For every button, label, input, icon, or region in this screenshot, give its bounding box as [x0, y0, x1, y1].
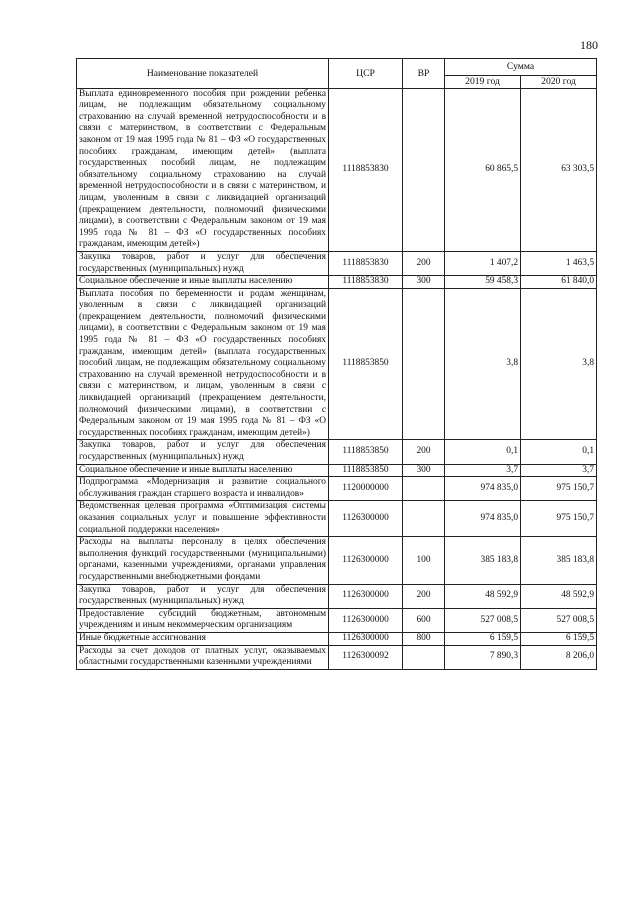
- table-row: [77, 537, 597, 584]
- row-csr-cell: 1120000000: [329, 477, 403, 501]
- row-csr-cell: 1126300000: [329, 608, 403, 632]
- table-row: [77, 501, 597, 537]
- header-year-2019: 2019 год: [445, 76, 521, 89]
- row-csr-cell: 1118853830: [329, 88, 403, 251]
- row-amount-2019-cell: 0,1: [445, 440, 521, 464]
- row-vr-cell: [403, 477, 445, 501]
- header-sum: Сумма: [445, 59, 597, 76]
- table-row: [77, 632, 597, 645]
- table-header: [77, 59, 597, 89]
- row-amount-2020-cell: 1 463,5: [521, 251, 597, 275]
- row-name-cell: Расходы на выплаты персоналу в целях обеспечения выполнения функций государственными (муниципальными) органами, казенными учреждениями, органами управления государственными внебюджетными фондами: [77, 537, 329, 584]
- table-row: [77, 88, 597, 251]
- row-amount-2020-cell: 527 008,5: [521, 608, 597, 632]
- row-amount-2019-cell: 974 835,0: [445, 477, 521, 501]
- budget-table: [76, 58, 597, 670]
- row-vr-cell: [403, 288, 445, 440]
- row-amount-2020-cell: 63 303,5: [521, 88, 597, 251]
- row-vr-cell: [403, 645, 445, 669]
- row-name-cell: Закупка товаров, работ и услуг для обеспечения государственных (муниципальных) нужд: [77, 584, 329, 608]
- row-name-cell: Выплата единовременного пособия при рождении ребенка лицам, не подлежащим обязательному социальному страхованию на случай временной нетрудоспособности и в связи с материнством, в соответствии с Федеральным законом от 19 мая 1995 года № 81 – ФЗ «О государственных пособиях гражданам, имеющим детей» (выплата государственных пособий лицам, не подлежащим обязательному социальному страхованию на случай временной нетрудоспособности и в связи с материнством, и лицам, уволенным в связи с ликвидацией организаций (прекращением деятельности, полномочий физическими лицами), в соответствии с Федеральным законом от 19 мая 1995 года № 81 – ФЗ «О государственных пособиях гражданам, имеющим детей»): [77, 88, 329, 251]
- row-csr-cell: 1118853830: [329, 251, 403, 275]
- row-csr-cell: 1126300000: [329, 584, 403, 608]
- row-vr-cell: [403, 501, 445, 537]
- row-csr-cell: 1126300000: [329, 537, 403, 584]
- row-name-cell: Социальное обеспечение и иные выплаты населению: [77, 276, 329, 289]
- row-amount-2019-cell: 3,8: [445, 288, 521, 440]
- row-amount-2020-cell: 61 840,0: [521, 276, 597, 289]
- row-name-cell: Иные бюджетные ассигнования: [77, 632, 329, 645]
- row-name-cell: Выплата пособия по беременности и родам женщинам, уволенным в связи с ликвидацией организаций (прекращением деятельности, полномочий физическими лицами), в соответствии с Федеральным законом от 19 мая 1995 года № 81 – ФЗ «О государственных пособиях гражданам, имеющим детей» (выплата государственных пособий лицам, не подлежащим обязательному социальному страхованию на случай временной нетрудоспособности и в связи с материнством, и лицам, уволенным в связи с ликвидацией организаций (прекращением деятельности, полномочий физическими лицами), в соответствии с Федеральным законом от 19 мая 1995 года № 81 – ФЗ «О государственных пособиях гражданам, имеющим детей»): [77, 288, 329, 440]
- row-amount-2019-cell: 1 407,2: [445, 251, 521, 275]
- table-row: [77, 251, 597, 275]
- table-row: [77, 440, 597, 464]
- row-csr-cell: 1126300000: [329, 501, 403, 537]
- row-amount-2019-cell: 6 159,5: [445, 632, 521, 645]
- header-csr: ЦСР: [329, 59, 403, 89]
- row-name-cell: Закупка товаров, работ и услуг для обеспечения государственных (муниципальных) нужд: [77, 440, 329, 464]
- row-amount-2020-cell: 3,7: [521, 464, 597, 477]
- row-vr-cell: [403, 88, 445, 251]
- row-amount-2020-cell: 3,8: [521, 288, 597, 440]
- row-amount-2019-cell: 974 835,0: [445, 501, 521, 537]
- header-year-2020: 2020 год: [521, 76, 597, 89]
- row-vr-cell: 300: [403, 464, 445, 477]
- row-name-cell: Подпрограмма «Модернизация и развитие социального обслуживания граждан старшего возраста и инвалидов»: [77, 477, 329, 501]
- table-row: [77, 584, 597, 608]
- row-csr-cell: 1118853830: [329, 276, 403, 289]
- table-row: [77, 288, 597, 440]
- row-amount-2020-cell: 975 150,7: [521, 477, 597, 501]
- page-number: 180: [580, 38, 598, 52]
- table-row: [77, 645, 597, 669]
- row-csr-cell: 1118853850: [329, 288, 403, 440]
- row-vr-cell: 300: [403, 276, 445, 289]
- row-csr-cell: 1126300000: [329, 632, 403, 645]
- row-amount-2020-cell: 385 183,8: [521, 537, 597, 584]
- row-amount-2019-cell: 60 865,5: [445, 88, 521, 251]
- row-csr-cell: 1126300092: [329, 645, 403, 669]
- row-amount-2020-cell: 0,1: [521, 440, 597, 464]
- row-amount-2020-cell: 48 592,9: [521, 584, 597, 608]
- row-vr-cell: 800: [403, 632, 445, 645]
- row-amount-2019-cell: 3,7: [445, 464, 521, 477]
- row-amount-2019-cell: 48 592,9: [445, 584, 521, 608]
- table-row: [77, 477, 597, 501]
- row-name-cell: Социальное обеспечение и иные выплаты населению: [77, 464, 329, 477]
- row-vr-cell: 100: [403, 537, 445, 584]
- header-vr: ВР: [403, 59, 445, 89]
- row-amount-2019-cell: 7 890,3: [445, 645, 521, 669]
- row-name-cell: Ведомственная целевая программа «Оптимизация системы оказания социальных услуг и повышение эффективности социальной поддержки населения»: [77, 501, 329, 537]
- table-body: [77, 88, 597, 669]
- row-csr-cell: 1118853850: [329, 440, 403, 464]
- row-amount-2019-cell: 527 008,5: [445, 608, 521, 632]
- row-vr-cell: 200: [403, 251, 445, 275]
- row-amount-2020-cell: 975 150,7: [521, 501, 597, 537]
- row-vr-cell: 200: [403, 440, 445, 464]
- row-amount-2019-cell: 385 183,8: [445, 537, 521, 584]
- table-row: [77, 608, 597, 632]
- row-name-cell: Закупка товаров, работ и услуг для обеспечения государственных (муниципальных) нужд: [77, 251, 329, 275]
- row-vr-cell: 200: [403, 584, 445, 608]
- table-row: [77, 464, 597, 477]
- row-csr-cell: 1118853850: [329, 464, 403, 477]
- row-vr-cell: 600: [403, 608, 445, 632]
- row-amount-2020-cell: 6 159,5: [521, 632, 597, 645]
- row-amount-2019-cell: 59 458,3: [445, 276, 521, 289]
- row-name-cell: Предоставление субсидий бюджетным, автономным учреждениям и иным некоммерческим организациям: [77, 608, 329, 632]
- table-row: [77, 276, 597, 289]
- header-name: Наименование показателей: [77, 59, 329, 89]
- row-name-cell: Расходы за счет доходов от платных услуг, оказываемых областными государственными казенными учреждениями: [77, 645, 329, 669]
- row-amount-2020-cell: 8 206,0: [521, 645, 597, 669]
